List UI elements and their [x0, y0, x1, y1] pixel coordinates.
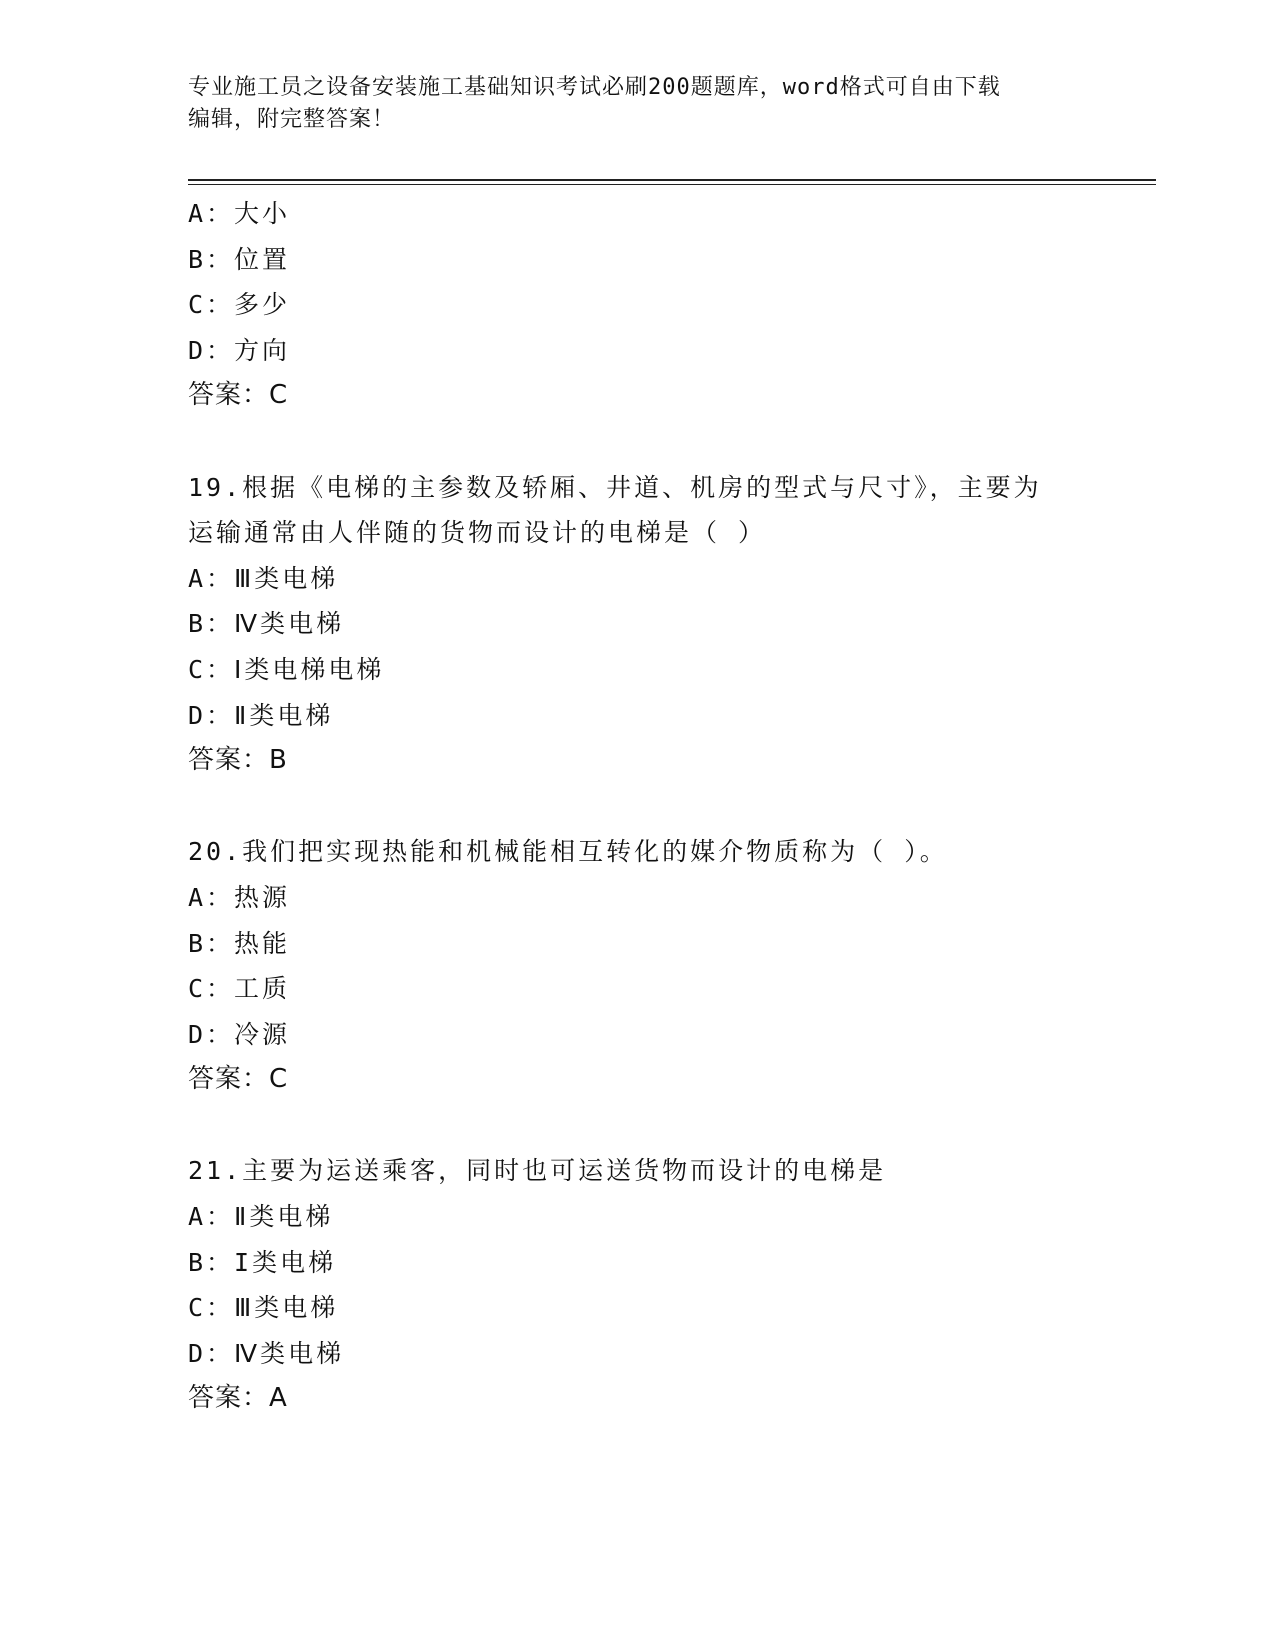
question-stem-line-1: 19.根据《电梯的主参数及轿厢、井道、机房的型式与尺寸》，主要为: [188, 472, 1042, 502]
option-a: A：Ⅱ类电梯: [188, 1202, 334, 1232]
header-divider-thick: [188, 179, 1156, 181]
option-d: D：方向: [188, 335, 291, 365]
option-c: C：Ⅲ类电梯: [188, 1293, 339, 1323]
header-line-1: 专业施工员之设备安装施工基础知识考试必刷200题题库，word格式可自由下载: [188, 75, 1001, 100]
document-header: [188, 72, 1068, 136]
question-21: [188, 1148, 1156, 1422]
option-b: B：I类电梯: [188, 1247, 337, 1277]
option-b: B：热能: [188, 928, 291, 958]
answer: 答案：C: [188, 380, 289, 411]
answer: 答案：A: [188, 1383, 288, 1414]
header-line-2: 编辑，附完整答案！: [188, 107, 396, 132]
option-c: C：多少: [188, 290, 291, 320]
answer: 答案：B: [188, 745, 288, 776]
option-c: C：工质: [188, 974, 291, 1004]
question-stem-line-2: 运输通常由人伴随的货物而设计的电梯是（ ）: [188, 518, 767, 548]
question-stem: 20.我们把实现热能和机械能相互转化的媒介物质称为（ ）。: [188, 837, 948, 867]
option-a: A：热源: [188, 882, 291, 912]
option-b: B：Ⅳ类电梯: [188, 609, 345, 639]
question-18-continued: [188, 191, 1156, 419]
question-stem: 21.主要为运送乘客，同时也可运送货物而设计的电梯是: [188, 1156, 887, 1186]
option-a: A：大小: [188, 199, 291, 228]
header-divider-thin: [188, 184, 1156, 185]
question-19: [188, 465, 1156, 784]
option-d: D：冷源: [188, 1019, 291, 1049]
question-20: [188, 829, 1156, 1103]
option-d: D：Ⅳ类电梯: [188, 1338, 345, 1368]
option-d: D：Ⅱ类电梯: [188, 700, 334, 730]
option-a: A：Ⅲ类电梯: [188, 563, 339, 593]
question-list: [188, 191, 1156, 1422]
option-c: C：Ⅰ类电梯电梯: [188, 654, 385, 684]
answer: 答案：C: [188, 1064, 289, 1095]
option-b: B：位置: [188, 244, 291, 274]
